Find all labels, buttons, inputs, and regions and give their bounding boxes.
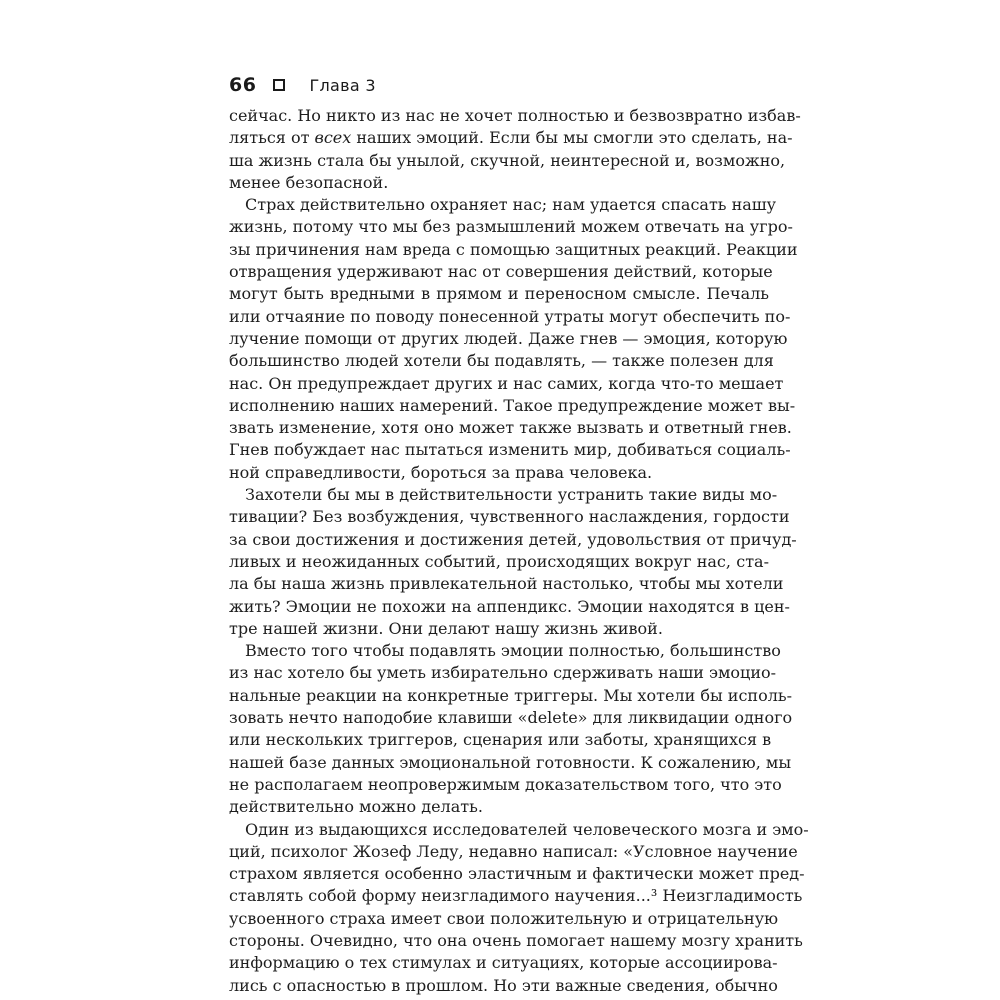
text-line: тре нашей жизни. Они делают нашу жизнь живой. xyxy=(229,618,663,638)
text-line: менее безопасной. xyxy=(229,172,389,192)
text-line: из нас хотело бы уметь избирательно сдерживать наши эмоцио- xyxy=(229,663,777,683)
text-line: большинство людей хотели бы подавлять, — также полезен для xyxy=(229,351,774,371)
italic-emphasis: всех xyxy=(314,128,352,148)
text-line: ша жизнь стала бы унылой, скучной, неинтересной и, возможно, xyxy=(229,150,786,170)
text-line: страхом является особенно эластичным и фактически может пред- xyxy=(229,864,805,884)
text-line: отвращения удерживают нас от совершения действий, которые xyxy=(229,262,773,282)
text-line: действительно можно делать. xyxy=(229,797,483,817)
text-line: ла бы наша жизнь привлекательной настолько, чтобы мы хотели xyxy=(229,574,784,594)
text-line: ций, психолог Жозеф Леду, недавно написал: «Условное научение xyxy=(229,841,798,861)
page-number: 66 xyxy=(229,74,257,96)
text-line: усвоенного страха имеет свои положительную и отрицательную xyxy=(229,908,779,928)
text-fragment: ляться от xyxy=(229,128,315,148)
text-line: ливых и неожиданных событий, происходящих вокруг нас, ста- xyxy=(229,551,769,571)
text-line: нас. Он предупреждает других и нас самих, когда что-то мешает xyxy=(229,373,784,393)
text-line: звать изменение, хотя оно может также вызвать и ответный гнев. xyxy=(229,418,792,438)
text-line: сейчас. Но никто из нас не хочет полностью и безвозвратно избав- xyxy=(229,106,801,125)
text-line: лись с опасностью в прошлом. Но эти важные сведения, обычно xyxy=(229,975,778,995)
running-head xyxy=(229,70,376,100)
text-line: нашей базе данных эмоциональной готовности. К сожалению, мы xyxy=(229,752,792,772)
body-text xyxy=(229,105,809,997)
text-line-with-italic xyxy=(229,127,793,149)
text-line: Один из выдающихся исследователей человеческого мозга и эмо- xyxy=(245,819,809,839)
text-line: зы причинения нам вреда с помощью защитных реакций. Реакции xyxy=(229,239,798,259)
text-line: не располагаем неопровержимым доказательством того, что это xyxy=(229,774,782,794)
text-line: Захотели бы мы в действительности устранить такие виды мо- xyxy=(245,485,778,505)
text-line: или нескольких триггеров, сценария или заботы, хранящихся в xyxy=(229,730,772,750)
text-line: информацию о тех стимулах и ситуациях, которые ассоциирова- xyxy=(229,953,778,973)
text-line: лучение помощи от других людей. Даже гнев — эмоция, которую xyxy=(229,328,788,348)
text-line: за свои достижения и достижения детей, удовольствия от причуд- xyxy=(229,529,797,549)
chapter-title: Глава 3 xyxy=(309,75,376,95)
text-line: Страх действительно охраняет нас; нам удается спасать нашу xyxy=(245,195,777,215)
text-line: Гнев побуждает нас пытаться изменить мир, добиваться социаль- xyxy=(229,440,791,460)
text-line: исполнению наших намерений. Такое предупреждение может вы- xyxy=(229,395,796,415)
text-line: зовать нечто наподобие клавиши «delete» для ликвидации одного xyxy=(229,708,793,728)
square-icon xyxy=(273,79,285,91)
text-line: жить? Эмоции не похожи на аппендикс. Эмоции находятся в цен- xyxy=(229,596,790,616)
text-line: тивации? Без возбуждения, чувственного наслаждения, гордости xyxy=(229,507,790,527)
text-line: ставлять собой форму неизгладимого научения...³ Неизгладимость xyxy=(229,886,803,906)
text-fragment: наших эмоций. Если бы мы смогли это сделать, на- xyxy=(351,128,793,148)
text-line: или отчаяние по поводу понесенной утраты могут обеспечить по- xyxy=(229,306,791,326)
text-line: нальные реакции на конкретные триггеры. Мы хотели бы исполь- xyxy=(229,685,792,705)
text-line: ной справедливости, бороться за права человека. xyxy=(229,462,653,482)
text-line: жизнь, потому что мы без размышлений можем отвечать на угро- xyxy=(229,217,793,237)
text-line: могут быть вредными в прямом и переносном смысле. Печаль xyxy=(229,284,769,304)
text-line: Вместо того чтобы подавлять эмоции полностью, большинство xyxy=(245,641,781,661)
text-line: стороны. Очевидно, что она очень помогает нашему мозгу хранить xyxy=(229,930,803,950)
